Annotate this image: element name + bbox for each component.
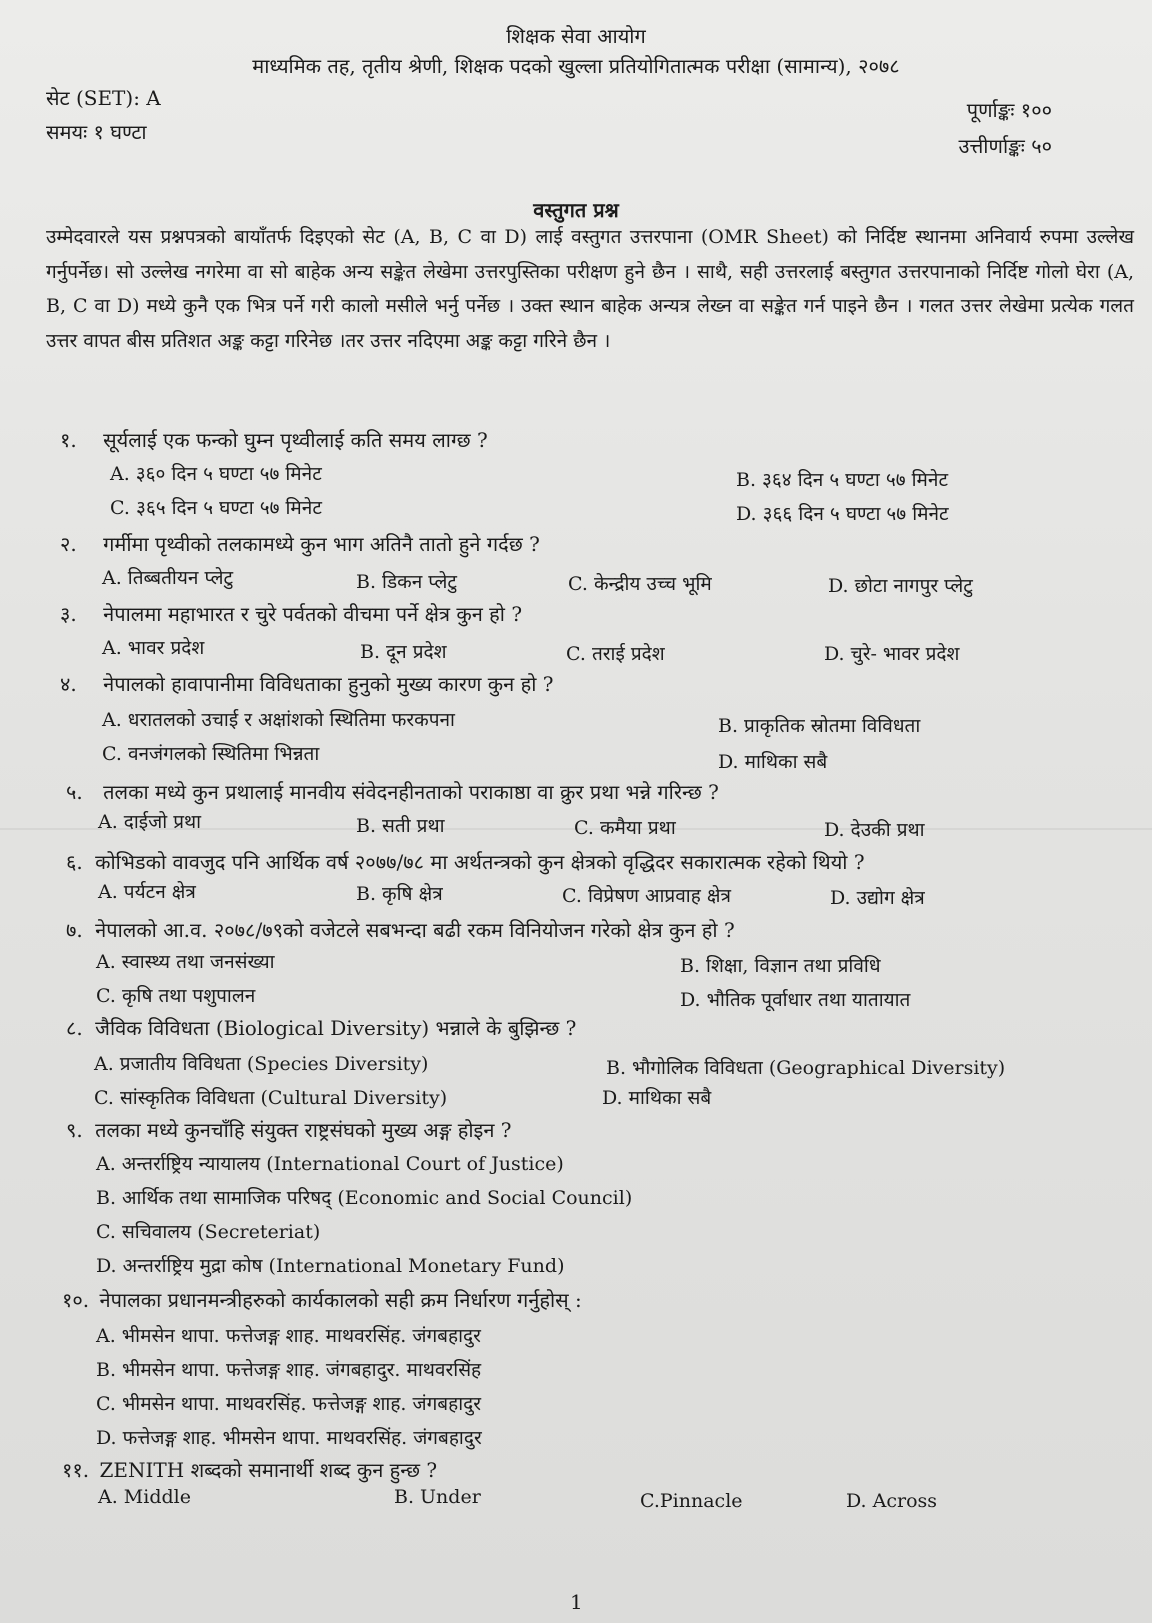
- question-text: तलका मध्ये कुनचाँहि संयुक्त राष्ट्रसंघको मुख्य अङ्ग होइन ?: [95, 1118, 512, 1142]
- q1-option-b: B. ३६४ दिन ५ घण्टा ५७ मिनेट: [736, 469, 949, 491]
- q6-option-a: A. पर्यटन क्षेत्र: [98, 881, 196, 903]
- question-text: जैविक विविधता (Biological Diversity) भन्नाले के बुझिन्छ ?: [95, 1016, 577, 1040]
- question-text: सूर्यलाई एक फन्को घुम्न पृथ्वीलाई कति समय लाग्छ ?: [103, 428, 488, 452]
- q11-option-d: D. Across: [846, 1490, 938, 1512]
- q5-option-b: B. सती प्रथा: [356, 815, 445, 837]
- set-label: सेट (SET): A: [46, 86, 161, 110]
- q5-option-d: D. देउकी प्रथा: [824, 819, 925, 841]
- question-8: [66, 1014, 576, 1041]
- question-number: ५.: [66, 780, 83, 804]
- q10-option-b: B. भीमसेन थापा. फत्तेजङ्ग शाह. जंगबहादुर. माथवरसिंह: [96, 1359, 482, 1381]
- question-number: १.: [60, 428, 77, 452]
- question-text: ZENITH शब्दको समानार्थी शब्द कुन हुन्छ ?: [99, 1458, 438, 1482]
- q2-option-d: D. छोटा नागपुर प्लेटु: [828, 575, 973, 597]
- exam-subtitle: माध्यमिक तह, तृतीय श्रेणी, शिक्षक पदको खुल्ला प्रतियोगितात्मक परीक्षा (सामान्य), २०७८: [252, 54, 900, 78]
- section-heading: वस्तुगत प्रश्न: [533, 198, 619, 222]
- q9-option-b: B. आर्थिक तथा सामाजिक परिषद् (Economic and Social Council): [96, 1187, 633, 1209]
- question-2: [60, 530, 540, 557]
- question-text: कोभिडको वावजुद पनि आर्थिक वर्ष २०७७/७८ मा अर्थतन्त्रको कुन क्षेत्रको वृद्धिदर सकारात्मक रहेको थियो ?: [95, 850, 865, 874]
- question-6: [66, 848, 865, 875]
- question-text: नेपालमा महाभारत र चुरे पर्वतको वीचमा पर्ने क्षेत्र कुन हो ?: [103, 602, 523, 626]
- question-text: नेपालको हावापानीमा विविधताका हुनुको मुख्य कारण कुन हो ?: [103, 672, 554, 696]
- q4-option-a: A. धरातलको उचाई र अक्षांशको स्थितिमा फरकपना: [102, 709, 455, 731]
- q3-option-d: D. चुरे- भावर प्रदेश: [824, 643, 960, 665]
- q6-option-d: D. उद्योग क्षेत्र: [830, 887, 925, 909]
- q10-option-c: C. भीमसेन थापा. माथवरसिंह. फत्तेजङ्ग शाह. जंगबहादुर: [96, 1393, 482, 1415]
- time-label: समयः १ घण्टा: [46, 120, 147, 144]
- q1-option-a: A. ३६० दिन ५ घण्टा ५७ मिनेट: [110, 463, 322, 485]
- q8-option-c: C. सांस्कृतिक विविधता (Cultural Diversity): [94, 1087, 448, 1109]
- q5-option-c: C. कमैया प्रथा: [574, 817, 676, 839]
- organization-title: शिक्षक सेवा आयोग: [506, 24, 646, 48]
- page-number: 1: [570, 1590, 583, 1614]
- question-text: नेपालका प्रधानमन्त्रीहरुको कार्यकालको सही क्रम निर्धारण गर्नुहोस् :: [99, 1288, 582, 1312]
- q4-option-d: D. माथिका सबै: [718, 751, 828, 773]
- question-text: तलका मध्ये कुन प्रथालाई मानवीय संवेदनहीनताको पराकाष्ठा वा क्रुर प्रथा भन्ने गरिन्छ ?: [103, 780, 719, 804]
- q11-option-a: A. Middle: [98, 1486, 191, 1508]
- question-text: गर्मीमा पृथ्वीको तलकामध्ये कुन भाग अतिनै तातो हुने गर्दछ ?: [103, 532, 540, 556]
- q11-option-b: B. Under: [394, 1486, 481, 1508]
- question-number: ११.: [62, 1458, 90, 1482]
- full-marks: पूर्णाङ्कः १००: [966, 98, 1052, 122]
- q1-option-d: D. ३६६ दिन ५ घण्टा ५७ मिनेट: [736, 503, 949, 525]
- question-11: [62, 1456, 437, 1483]
- q7-option-d: D. भौतिक पूर्वाधार तथा यातायात: [680, 989, 911, 1011]
- q3-option-c: C. तराई प्रदेश: [566, 643, 665, 665]
- q4-option-b: B. प्राकृतिक स्रोतमा विविधता: [718, 715, 921, 737]
- q9-option-a: A. अन्तर्राष्ट्रिय न्यायालय (International Court of Justice): [96, 1153, 564, 1175]
- q1-option-c: C. ३६५ दिन ५ घण्टा ५७ मिनेट: [110, 497, 322, 519]
- q6-option-b: B. कृषि क्षेत्र: [356, 883, 443, 905]
- q8-option-d: D. माथिका सबै: [602, 1087, 712, 1109]
- q3-option-a: A. भावर प्रदेश: [102, 637, 205, 659]
- q10-option-a: A. भीमसेन थापा. फत्तेजङ्ग शाह. माथवरसिंह. जंगबहादुर: [96, 1325, 481, 1347]
- q9-option-c: C. सचिवालय (Secreteriat): [96, 1221, 321, 1243]
- question-10: [62, 1286, 582, 1313]
- question-number: ८.: [66, 1016, 83, 1040]
- question-number: ४.: [60, 672, 77, 696]
- q7-option-c: C. कृषि तथा पशुपालन: [96, 985, 256, 1007]
- question-number: १०.: [62, 1288, 90, 1312]
- instructions-paragraph: उम्मेदवारले यस प्रश्नपत्रको बायाँतर्फ दिइएको सेट (A, B, C वा D) लाई वस्तुगत उत्तरपाना (OMR Sheet) को निर्दिष्ट स्थानमा अनिवार्य रुपमा उल्लेख गर्नुपर्नेछ। सो उल्लेख नगरेमा वा सो बाहेक अन्य सङ्केत लेखेमा उत्तरपुस्तिका परीक्षण हुने छैन । साथै, सही उत्तरलाई बस्तुगत उत्तरपानाको निर्दिष्ट गोलो घेरा (A, B, C वा D) मध्ये कुनै एक भित्र पर्ने गरी कालो मसीले भर्नु पर्नेछ । उक्त स्थान बाहेक अन्यत्र लेख्न वा सङ्केत गर्न पाइने छैन । गलत उत्तर लेखेमा प्रत्येक गलत उत्तर वापत बीस प्रतिशत अङ्क कट्टा गरिनेछ ।तर उत्तर नदिएमा अङ्क कट्टा गरिने छैन ।: [46, 226, 1134, 352]
- q2-option-c: C. केन्द्रीय उच्च भूमि: [568, 573, 712, 595]
- question-4: [60, 670, 554, 697]
- q3-option-b: B. दून प्रदेश: [360, 641, 447, 663]
- q2-option-a: A. तिब्बतीयन प्लेटु: [102, 567, 234, 589]
- q8-option-b: B. भौगोलिक विविधता (Geographical Diversity): [606, 1057, 1006, 1079]
- question-number: २.: [60, 532, 77, 556]
- q2-option-b: B. डिकन प्लेटु: [356, 571, 457, 593]
- question-number: ९.: [66, 1118, 83, 1142]
- q10-option-d: D. फत्तेजङ्ग शाह. भीमसेन थापा. माथवरसिंह. जंगबहादुर: [96, 1427, 482, 1449]
- q4-option-c: C. वनजंगलको स्थितिमा भिन्नता: [102, 743, 320, 765]
- question-number: ३.: [60, 602, 77, 626]
- question-1: [60, 426, 488, 453]
- q7-option-b: B. शिक्षा, विज्ञान तथा प्रविधि: [680, 955, 881, 977]
- question-text: नेपालको आ.व. २०७८/७९को वजेटले सबभन्दा बढी रकम विनियोजन गरेको क्षेत्र कुन हो ?: [95, 918, 735, 942]
- question-9: [66, 1116, 512, 1143]
- q11-option-c: C.Pinnacle: [640, 1490, 743, 1512]
- q5-option-a: A. दाईजो प्रथा: [98, 811, 202, 833]
- question-5: [66, 778, 719, 805]
- question-number: ६.: [66, 850, 83, 874]
- question-number: ७.: [66, 918, 83, 942]
- question-3: [60, 600, 522, 627]
- q6-option-c: C. विप्रेषण आप्रवाह क्षेत्र: [562, 885, 731, 907]
- pass-marks: उत्तीर्णाङ्कः ५०: [958, 134, 1052, 158]
- q8-option-a: A. प्रजातीय विविधता (Species Diversity): [94, 1053, 429, 1075]
- q9-option-d: D. अन्तर्राष्ट्रिय मुद्रा कोष (International Monetary Fund): [96, 1255, 565, 1277]
- q7-option-a: A. स्वास्थ्य तथा जनसंख्या: [96, 951, 275, 973]
- question-7: [66, 916, 735, 943]
